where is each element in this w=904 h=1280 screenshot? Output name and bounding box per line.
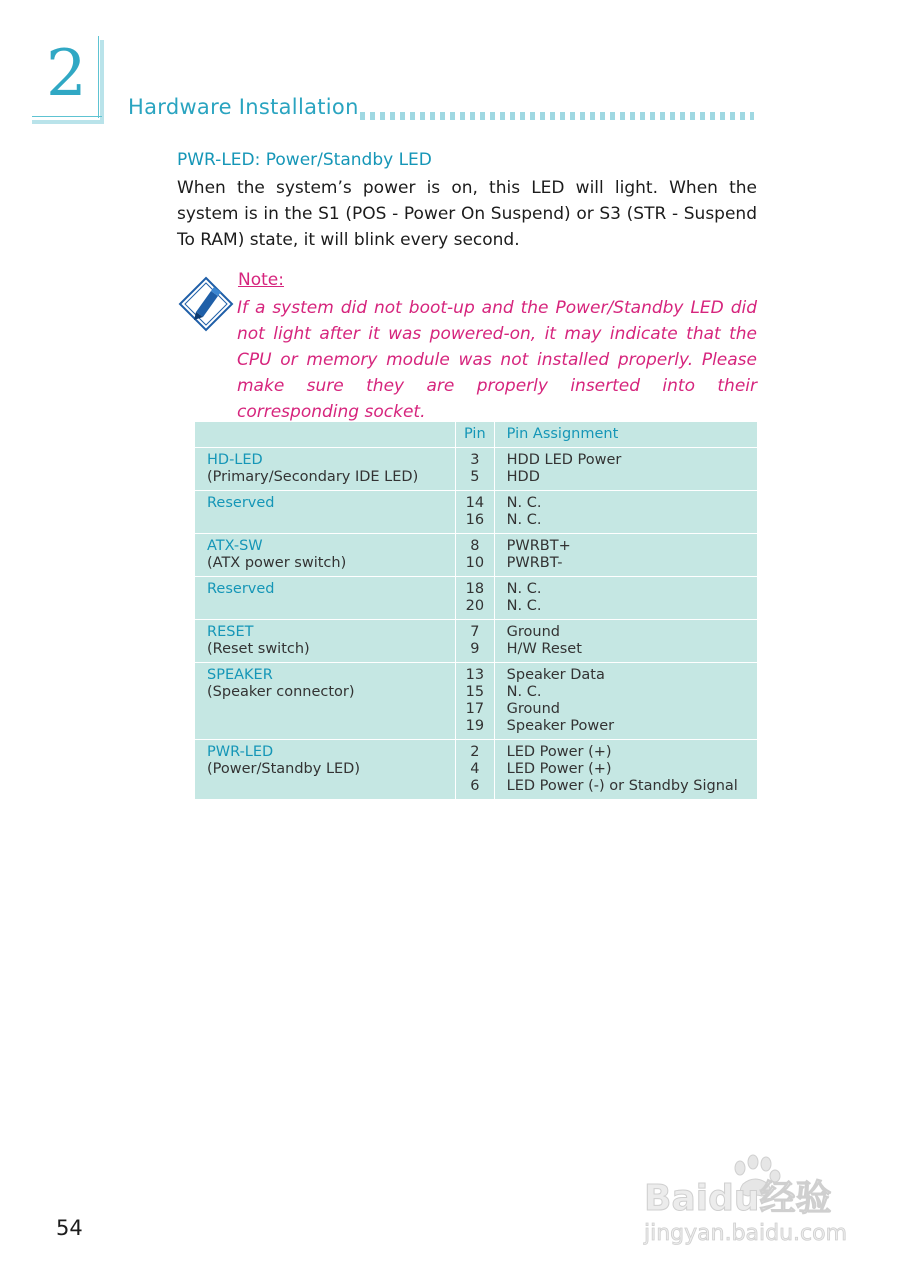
pin-number: 16 — [465, 512, 485, 528]
pin-assignment-table — [195, 422, 757, 799]
pin-number: 5 — [470, 469, 480, 485]
chapter-number: 2 — [46, 37, 87, 111]
pin-assignment: PWRBT+ — [506, 538, 571, 554]
pin-assignment: N. C. — [506, 684, 542, 700]
pin-cell — [456, 491, 495, 534]
connector-name: SPEAKER — [207, 667, 273, 683]
chapter-line-right — [98, 36, 99, 118]
assignment-cell — [494, 534, 757, 577]
pin-number: 10 — [465, 555, 485, 571]
table-row — [195, 448, 757, 491]
pin-assignment: N. C. — [506, 581, 542, 597]
chapter-shadow-right — [100, 40, 104, 124]
title-dotted-rule — [360, 112, 754, 120]
connector-description: (ATX power switch) — [207, 555, 347, 571]
header-pin: Pin — [456, 422, 495, 448]
watermark-url: jingyan.baidu.com — [644, 1221, 848, 1246]
assignment-cell — [494, 577, 757, 620]
pin-assignment: N. C. — [506, 512, 542, 528]
pin-number: 6 — [470, 778, 480, 794]
pin-assignment: Speaker Data — [506, 667, 605, 683]
pin-cell — [456, 448, 495, 491]
pin-assignment: LED Power (+) — [506, 744, 612, 760]
connector-cell — [195, 663, 456, 740]
connector-name: ATX-SW — [207, 538, 263, 554]
pin-number: 8 — [470, 538, 480, 554]
table-row — [195, 620, 757, 663]
watermark-brand: Baidu经验 — [644, 1178, 832, 1219]
pin-assignment: H/W Reset — [506, 641, 582, 657]
table-row — [195, 534, 757, 577]
pin-cell — [456, 663, 495, 740]
chapter-line-bottom — [32, 116, 102, 117]
table-row — [195, 577, 757, 620]
pin-assignment: Speaker Power — [506, 718, 615, 734]
assignment-cell — [494, 491, 757, 534]
section-title: Hardware Installation — [128, 95, 359, 119]
table-row — [195, 740, 757, 800]
chapter-marker — [32, 36, 104, 124]
pin-number: 19 — [465, 718, 485, 734]
pin-number: 20 — [465, 598, 485, 614]
pin-assignment: HDD LED Power — [506, 452, 622, 468]
connector-description: (Power/Standby LED) — [207, 761, 361, 777]
connector-name: HD-LED — [207, 452, 263, 468]
pin-assignment: LED Power (-) or Standby Signal — [506, 778, 738, 794]
table-row — [195, 491, 757, 534]
pin-assignment: HDD — [506, 469, 540, 485]
pin-assignment: LED Power (+) — [506, 761, 612, 777]
assignment-cell — [494, 448, 757, 491]
pin-assignment: N. C. — [506, 598, 542, 614]
connector-cell — [195, 491, 456, 534]
assignment-cell — [494, 620, 757, 663]
connector-cell — [195, 620, 456, 663]
pin-number: 9 — [470, 641, 480, 657]
connector-description: (Speaker connector) — [207, 684, 355, 700]
pin-number: 7 — [470, 624, 480, 640]
chapter-shadow-bottom — [32, 120, 104, 124]
connector-cell — [195, 534, 456, 577]
table-row — [195, 663, 757, 740]
assignment-cell — [494, 740, 757, 800]
header-assignment: Pin Assignment — [506, 426, 619, 442]
pin-number: 3 — [470, 452, 480, 468]
pin-cell — [456, 577, 495, 620]
pin-cell — [456, 620, 495, 663]
pin-number: 2 — [470, 744, 480, 760]
note-text: If a system did not boot-up and the Power/Standby LED did not light after it was powered-on, it may indicate that the CPU or memory module was not installed properly. Please make sure they are properly inserted into their corresponding socket. — [237, 298, 757, 422]
pin-assignment: Ground — [506, 624, 560, 640]
pin-assignment: N. C. — [506, 495, 542, 511]
connector-cell — [195, 448, 456, 491]
page-number: 54 — [56, 1216, 83, 1240]
connector-name: Reserved — [207, 581, 275, 597]
content-paragraph: When the system’s power is on, this LED will light. When the system is in the S1 (POS - Power On Suspend) or S3 (STR - Suspend To RAM) state, it will blink every second. — [177, 178, 757, 250]
table-header-row — [195, 422, 757, 448]
connector-description: (Reset switch) — [207, 641, 310, 657]
content-heading: PWR-LED: Power/Standby LED — [177, 150, 432, 170]
pin-number: 14 — [465, 495, 485, 511]
pin-number: 18 — [465, 581, 485, 597]
connector-cell — [195, 577, 456, 620]
pin-assignment: PWRBT- — [506, 555, 563, 571]
connector-name: PWR-LED — [207, 744, 274, 760]
connector-cell — [195, 740, 456, 800]
header-connector-cell — [195, 422, 456, 448]
pin-cell — [456, 534, 495, 577]
baidu-watermark — [640, 1150, 860, 1250]
connector-description: (Primary/Secondary IDE LED) — [207, 469, 419, 485]
pin-cell — [456, 740, 495, 800]
pin-assignment: Ground — [506, 701, 560, 717]
connector-name: Reserved — [207, 495, 275, 511]
note-pen-icon — [178, 276, 234, 332]
pin-number: 13 — [465, 667, 485, 683]
pin-number: 17 — [465, 701, 485, 717]
assignment-cell — [494, 663, 757, 740]
pin-number: 15 — [465, 684, 485, 700]
note-label: Note: — [238, 270, 284, 290]
connector-name: RESET — [207, 624, 254, 640]
pin-number: 4 — [470, 761, 480, 777]
